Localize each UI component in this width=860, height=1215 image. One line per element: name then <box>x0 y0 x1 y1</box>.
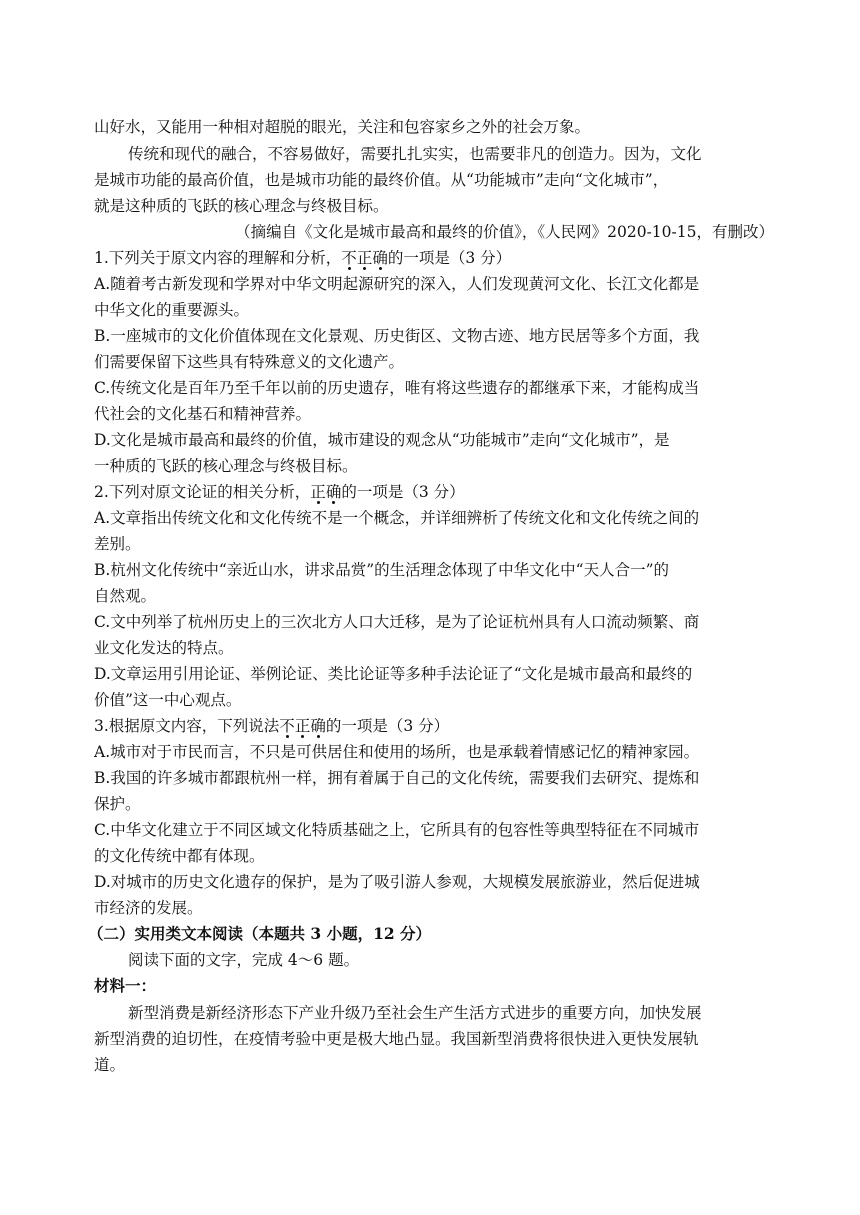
option-line: A.城市对于市民而言，不只是可供居住和使用的场所，也是承载着情感记忆的精神家园。 <box>94 743 700 761</box>
paragraph-line: 道。 <box>94 1056 126 1074</box>
option-line: 一种质的飞跃的核心理念与终极目标。 <box>94 457 358 475</box>
emphasis-char: 确 <box>325 483 342 501</box>
option-line: 代社会的文化基石和精神营养。 <box>94 405 312 423</box>
option-line: 们需要保留下这些具有特殊意义的文化遗产。 <box>94 353 405 371</box>
option-line: C.传统文化是百年乃至千年以前的历史遗存，唯有将这些遗存的都继承下来，才能构成当 <box>94 379 700 397</box>
option-line: D.文章运用引用论证、举例论证、类比论证等多种手法论证了“文化是城市最高和最终的 <box>94 665 693 683</box>
option-line: 的文化传统中都有体现。 <box>94 847 265 865</box>
question-3-prefix: 3.根据原文内容，下列说法 <box>94 717 280 735</box>
paragraph-line: 新型消费是新经济形态下产业升级乃至社会生产生活方式进步的重要方向，加快发展 <box>128 1004 702 1022</box>
option-line: 中华文化的重要源头。 <box>94 301 250 319</box>
option-line: A.文章指出传统文化和文化传统不是一个概念，并详细辨析了传统文化和文化传统之间的 <box>94 509 700 527</box>
option-line: 差别。 <box>94 535 141 553</box>
option-line: D.对城市的历史文化遗存的保护，是为了吸引游人参观，大规模发展旅游业，然后促进城 <box>94 873 700 891</box>
emphasis-char: 不 <box>279 717 295 735</box>
emphasis-char: 确 <box>310 717 326 735</box>
instruction-line: 阅读下面的文字，完成 4～6 题。 <box>128 951 360 969</box>
emphasis-char: 正 <box>294 717 311 735</box>
paragraph-line: 是城市功能的最高价值，也是城市功能的最终价值。从“功能城市”走向“文化城市”， <box>94 171 669 189</box>
option-line: A.随着考古新发现和学界对中华文明起源研究的深入，人们发现黄河文化、长江文化都是 <box>94 275 700 293</box>
paragraph-line: 传统和现代的融合，不容易做好，需要扎扎实实，也需要非凡的创造力。因为，文化 <box>128 145 702 163</box>
material-label: 材料一： <box>94 976 157 995</box>
section-heading: （二）实用类文本阅读（本题共 3 小题，12 分） <box>88 924 432 943</box>
emphasis-char: 确 <box>372 249 388 267</box>
emphasis-char: 正 <box>356 249 373 267</box>
option-line: 保护。 <box>94 795 141 813</box>
question-1-suffix: 的一项是（3 分） <box>387 249 512 267</box>
option-line: 自然观。 <box>94 587 157 605</box>
option-line: C.文中列举了杭州历史上的三次北方人口大迁移，是为了论证杭州具有人口流动频繁、商 <box>94 613 700 631</box>
question-2-stem <box>94 479 774 505</box>
option-line: 价值”这一中心观点。 <box>94 691 242 709</box>
emphasis-char: 正 <box>310 483 326 501</box>
emphasis-char: 不 <box>341 249 357 267</box>
option-line: 市经济的发展。 <box>94 899 203 917</box>
option-line: 业文化发达的特点。 <box>94 639 234 657</box>
paragraph-line: 山好水，又能用一种相对超脱的眼光，关注和包容家乡之外的社会万象。 <box>94 118 591 136</box>
question-2-prefix: 2.下列对原文论证的相关分析， <box>94 483 311 501</box>
option-line: B.我国的许多城市都跟杭州一样，拥有着属于自己的文化传统，需要我们去研究、提炼和 <box>94 769 700 787</box>
option-line: B.一座城市的文化价值体现在文化景观、历史街区、文物古迹、地方民居等多个方面，我 <box>94 327 700 345</box>
question-2-suffix: 的一项是（3 分） <box>341 483 465 501</box>
option-line: C.中华文化建立于不同区域文化特质基础之上，它所具有的包容性等典型特征在不同城市 <box>94 821 700 839</box>
question-3-stem <box>94 713 774 739</box>
paragraph-line: 新型消费的迫切性，在疫情考验中更是极大地凸显。我国新型消费将很快进入更快发展轨 <box>94 1030 699 1048</box>
option-line: D.文化是城市最高和最终的价值，城市建设的观念从“功能城市”走向“文化城市”，是 <box>94 431 670 449</box>
paragraph-line: 就是这种质的飞跃的核心理念与终极目标。 <box>94 197 389 215</box>
source-citation: （摘编自《文化是城市最高和最终的价值》，《人民网》2020-10-15，有删改） <box>235 223 774 241</box>
option-line: B.杭州文化传统中“亲近山水，讲求品赏”的生活理念体现了中华文化中“天人合一”的 <box>94 561 670 579</box>
question-1-prefix: 1.下列关于原文内容的理解和分析， <box>94 249 342 267</box>
question-1-stem <box>94 245 774 271</box>
question-3-suffix: 的一项是（3 分） <box>325 717 450 735</box>
